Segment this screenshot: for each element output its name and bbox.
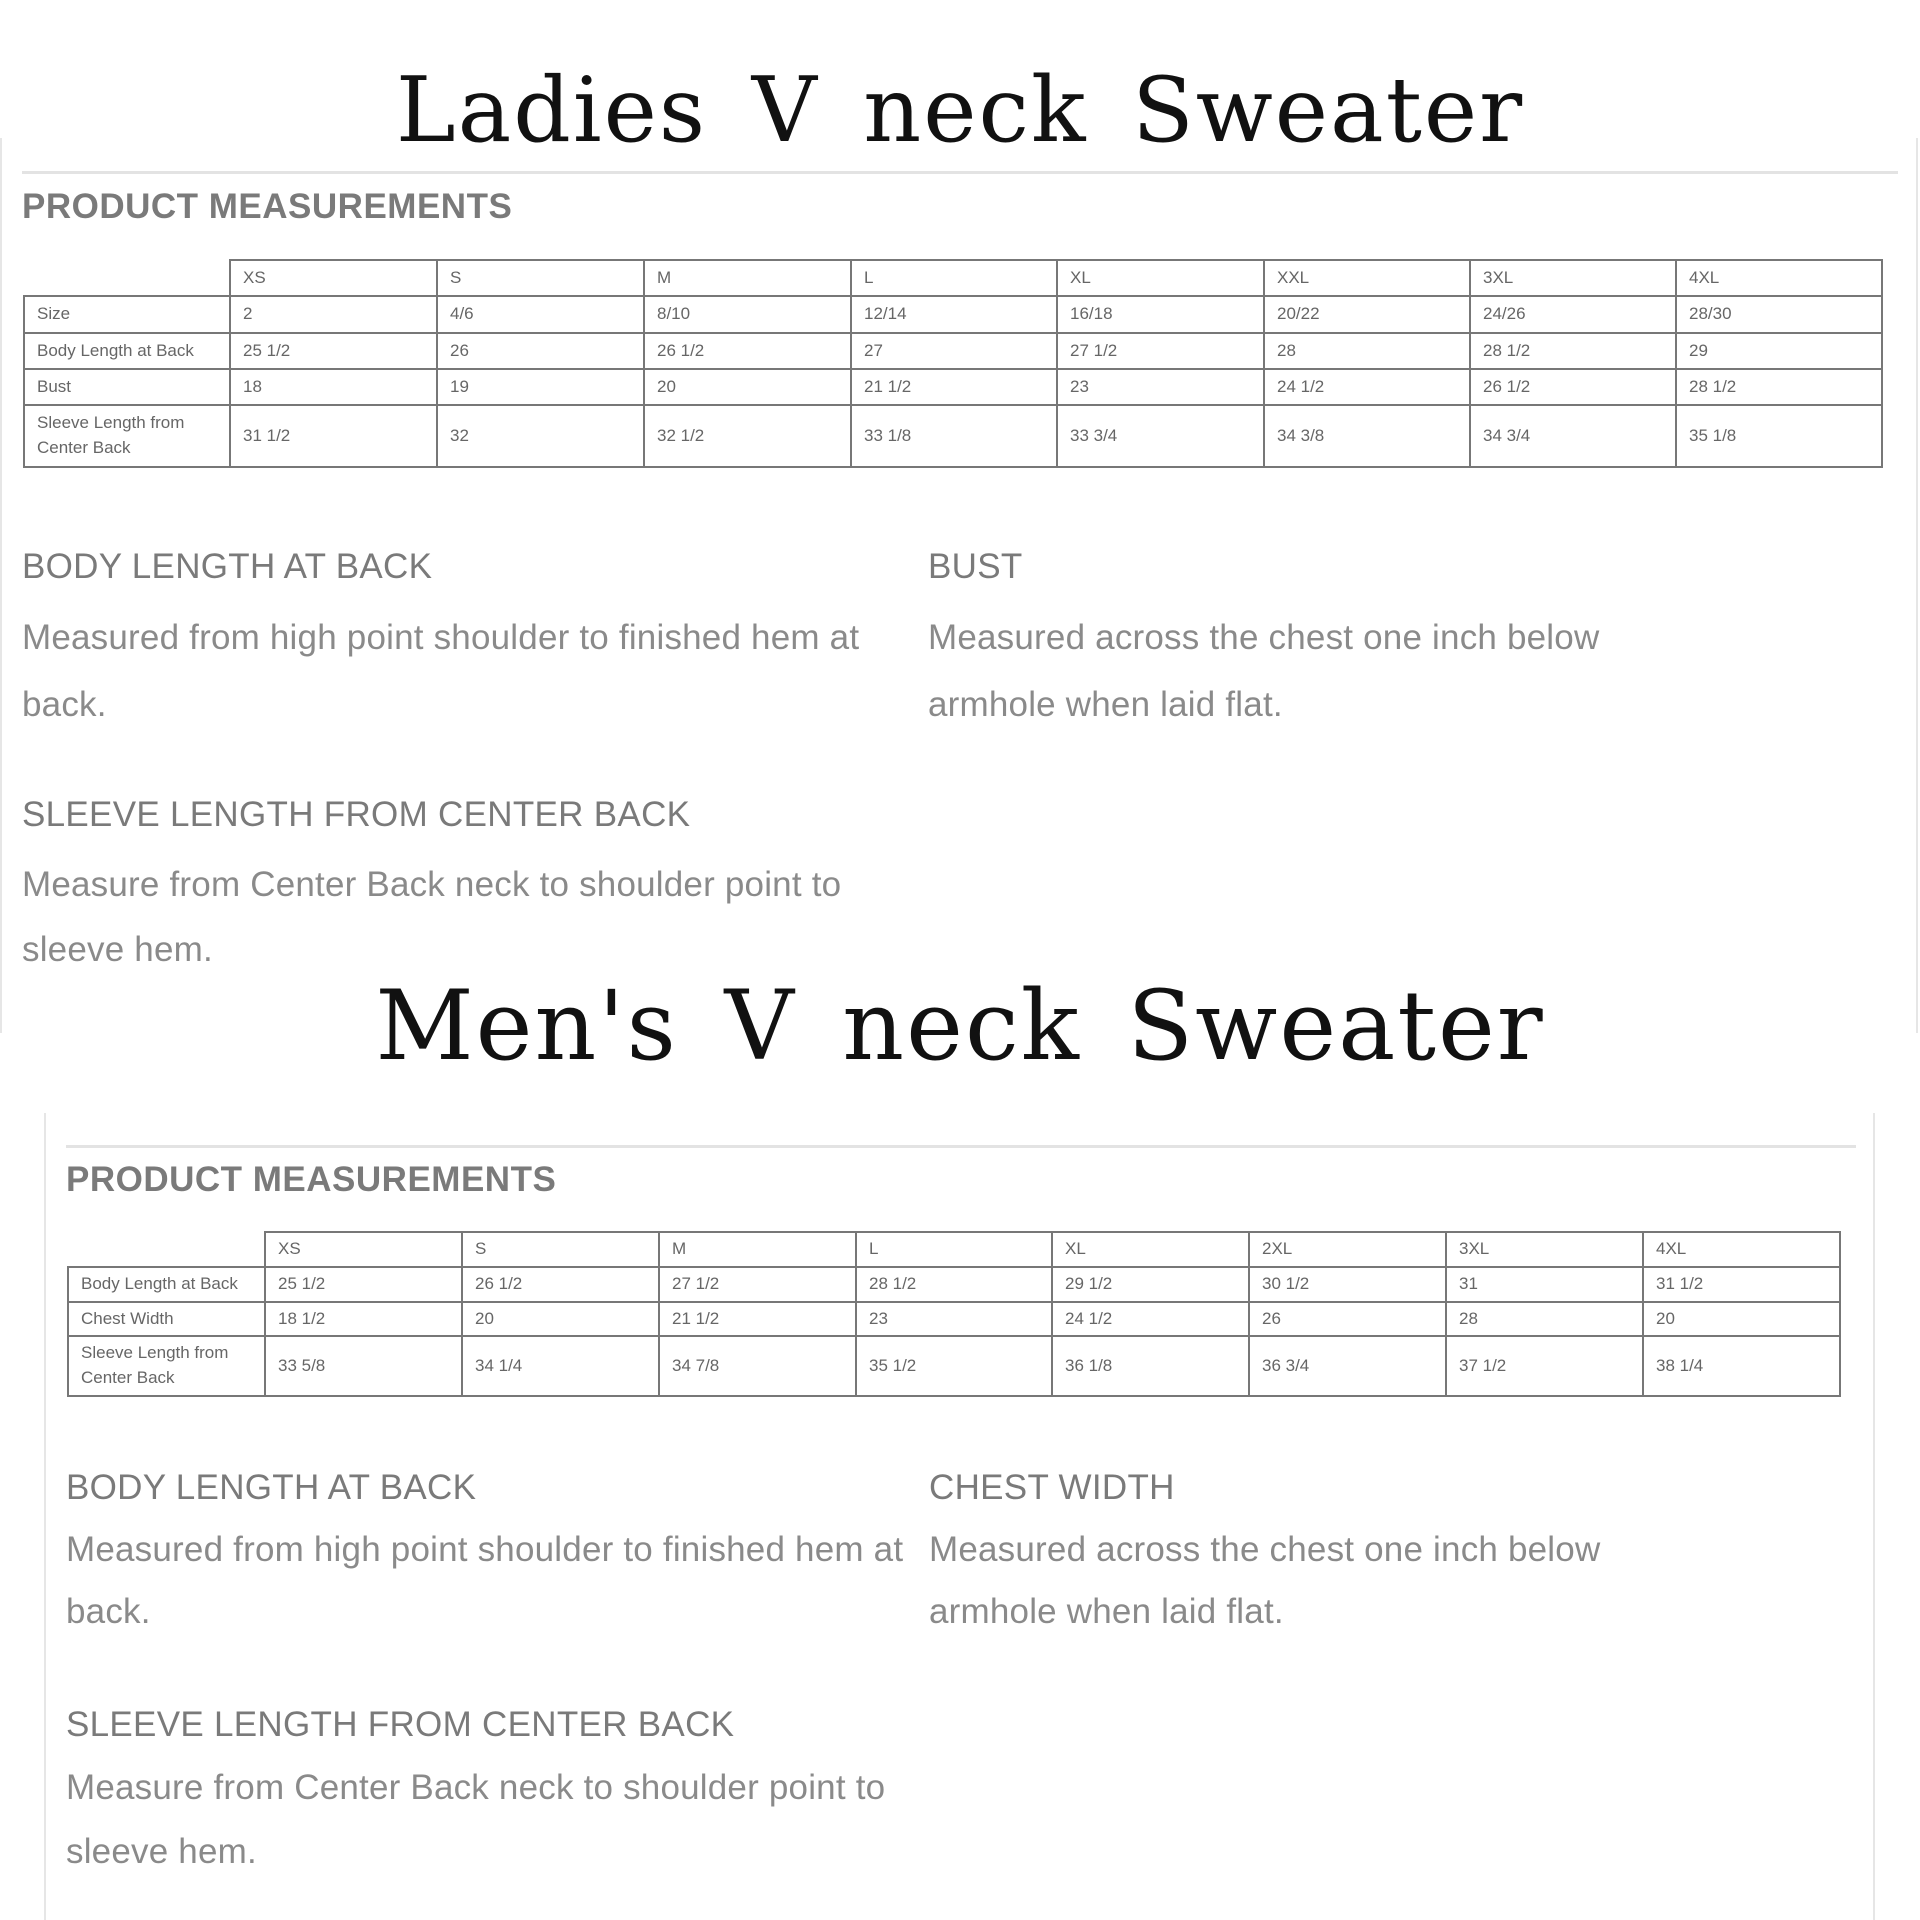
table-cell: 4/6 bbox=[437, 296, 644, 333]
table-cell: 33 1/8 bbox=[851, 405, 1057, 467]
description-text: Measured from high point shoulder to finished hem at back. bbox=[66, 1530, 904, 1631]
table-cell: 2 bbox=[230, 296, 437, 333]
column-header: XS bbox=[230, 260, 437, 296]
table-cell: 19 bbox=[437, 369, 644, 405]
table-cell: 34 7/8 bbox=[659, 1336, 856, 1396]
description-title: BODY LENGTH AT BACK bbox=[66, 1468, 477, 1507]
row-label: Body Length at Back bbox=[24, 333, 230, 369]
row-label: Size bbox=[24, 296, 230, 333]
right-border bbox=[1916, 138, 1918, 1033]
table-cell: 18 1/2 bbox=[265, 1302, 462, 1336]
table-cell: 32 bbox=[437, 405, 644, 467]
column-header: XXL bbox=[1264, 260, 1470, 296]
row-label: Body Length at Back bbox=[68, 1267, 265, 1302]
table-cell: 28 1/2 bbox=[1676, 369, 1882, 405]
chest-width-description bbox=[929, 1470, 1689, 1643]
description-text: Measured across the chest one inch below armhole when laid flat. bbox=[929, 1530, 1601, 1631]
description-text: Measured across the chest one inch below armhole when laid flat. bbox=[928, 618, 1600, 724]
table-cell: 23 bbox=[1057, 369, 1264, 405]
table-cell: 31 1/2 bbox=[1643, 1267, 1840, 1302]
column-header: S bbox=[437, 260, 644, 296]
table-cell: 31 1/2 bbox=[230, 405, 437, 467]
ladies-measurement-table bbox=[23, 259, 1883, 468]
column-header: 2XL bbox=[1249, 1232, 1446, 1267]
table-cell: 21 1/2 bbox=[659, 1302, 856, 1336]
table-cell: 26 1/2 bbox=[462, 1267, 659, 1302]
column-header: XL bbox=[1052, 1232, 1249, 1267]
table-cell: 24 1/2 bbox=[1264, 369, 1470, 405]
table-cell: 26 bbox=[437, 333, 644, 369]
table-cell: 35 1/2 bbox=[856, 1336, 1052, 1396]
title-divider bbox=[66, 1145, 1856, 1148]
column-header: XS bbox=[265, 1232, 462, 1267]
table-cell: 12/14 bbox=[851, 296, 1057, 333]
table-cell: 33 5/8 bbox=[265, 1336, 462, 1396]
table-cell: 8/10 bbox=[644, 296, 851, 333]
table-cell: 34 1/4 bbox=[462, 1336, 659, 1396]
ladies-product-measurements-heading: PRODUCT MEASUREMENTS bbox=[22, 187, 513, 226]
table-row bbox=[24, 296, 1882, 333]
table-row bbox=[24, 369, 1882, 405]
table-row bbox=[68, 1302, 1840, 1336]
table-row bbox=[24, 405, 1882, 467]
table-cell: 29 bbox=[1676, 333, 1882, 369]
sleeve-length-description bbox=[66, 1707, 946, 1884]
table-cell: 18 bbox=[230, 369, 437, 405]
table-cell: 20 bbox=[1643, 1302, 1840, 1336]
sleeve-length-description bbox=[22, 797, 902, 982]
table-cell: 29 1/2 bbox=[1052, 1267, 1249, 1302]
row-label: Sleeve Length from Center Back bbox=[24, 405, 230, 467]
left-border bbox=[0, 138, 2, 1033]
column-header: M bbox=[659, 1232, 856, 1267]
ladies-title: Ladies V neck Sweater bbox=[395, 58, 1525, 163]
column-header: 4XL bbox=[1676, 260, 1882, 296]
table-cell: 24/26 bbox=[1470, 296, 1676, 333]
body-length-description bbox=[22, 549, 902, 738]
description-title: SLEEVE LENGTH FROM CENTER BACK bbox=[22, 795, 691, 834]
table-cell: 27 1/2 bbox=[659, 1267, 856, 1302]
description-title: CHEST WIDTH bbox=[929, 1468, 1175, 1507]
table-cell: 28 1/2 bbox=[1470, 333, 1676, 369]
table-row bbox=[68, 1336, 1840, 1396]
table-cell: 25 1/2 bbox=[265, 1267, 462, 1302]
mens-title: Men's V neck Sweater bbox=[375, 970, 1545, 1082]
table-cell: 28 1/2 bbox=[856, 1267, 1052, 1302]
body-length-description bbox=[66, 1470, 946, 1643]
mens-section bbox=[0, 970, 1920, 1920]
table-cell: 36 1/8 bbox=[1052, 1336, 1249, 1396]
bust-description bbox=[928, 549, 1688, 738]
column-header: M bbox=[644, 260, 851, 296]
mens-measurement-table bbox=[67, 1231, 1841, 1397]
right-border bbox=[1873, 1113, 1875, 1920]
table-cell: 38 1/4 bbox=[1643, 1336, 1840, 1396]
table-corner-cell bbox=[68, 1232, 265, 1267]
description-text: Measured from high point shoulder to finished hem at back. bbox=[22, 618, 860, 724]
column-header: L bbox=[856, 1232, 1052, 1267]
table-cell: 20 bbox=[644, 369, 851, 405]
description-text: Measure from Center Back neck to shoulder point to sleeve hem. bbox=[22, 865, 842, 969]
description-title: BUST bbox=[928, 547, 1023, 586]
description-text: Measure from Center Back neck to shoulder point to sleeve hem. bbox=[66, 1768, 886, 1871]
table-cell: 20/22 bbox=[1264, 296, 1470, 333]
table-corner-cell bbox=[24, 260, 230, 296]
table-cell: 16/18 bbox=[1057, 296, 1264, 333]
table-cell: 26 1/2 bbox=[1470, 369, 1676, 405]
table-header-row bbox=[68, 1232, 1840, 1267]
mens-product-measurements-heading: PRODUCT MEASUREMENTS bbox=[66, 1160, 557, 1199]
title-divider bbox=[22, 171, 1898, 174]
table-cell: 36 3/4 bbox=[1249, 1336, 1446, 1396]
table-cell: 30 1/2 bbox=[1249, 1267, 1446, 1302]
table-cell: 32 1/2 bbox=[644, 405, 851, 467]
table-cell: 27 bbox=[851, 333, 1057, 369]
table-cell: 37 1/2 bbox=[1446, 1336, 1643, 1396]
table-row bbox=[68, 1267, 1840, 1302]
column-header: 3XL bbox=[1446, 1232, 1643, 1267]
table-cell: 27 1/2 bbox=[1057, 333, 1264, 369]
table-cell: 26 1/2 bbox=[644, 333, 851, 369]
table-cell: 21 1/2 bbox=[851, 369, 1057, 405]
table-cell: 23 bbox=[856, 1302, 1052, 1336]
table-cell: 25 1/2 bbox=[230, 333, 437, 369]
table-cell: 34 3/8 bbox=[1264, 405, 1470, 467]
column-header: 3XL bbox=[1470, 260, 1676, 296]
table-cell: 28 bbox=[1446, 1302, 1643, 1336]
table-cell: 28 bbox=[1264, 333, 1470, 369]
table-cell: 20 bbox=[462, 1302, 659, 1336]
row-label: Bust bbox=[24, 369, 230, 405]
table-cell: 33 3/4 bbox=[1057, 405, 1264, 467]
column-header: L bbox=[851, 260, 1057, 296]
table-cell: 31 bbox=[1446, 1267, 1643, 1302]
description-title: SLEEVE LENGTH FROM CENTER BACK bbox=[66, 1705, 735, 1744]
table-cell: 34 3/4 bbox=[1470, 405, 1676, 467]
row-label: Sleeve Length from Center Back bbox=[68, 1336, 265, 1396]
table-cell: 35 1/8 bbox=[1676, 405, 1882, 467]
column-header: S bbox=[462, 1232, 659, 1267]
table-cell: 24 1/2 bbox=[1052, 1302, 1249, 1336]
table-cell: 26 bbox=[1249, 1302, 1446, 1336]
row-label: Chest Width bbox=[68, 1302, 265, 1336]
column-header: 4XL bbox=[1643, 1232, 1840, 1267]
left-border bbox=[44, 1113, 46, 1920]
table-cell: 28/30 bbox=[1676, 296, 1882, 333]
column-header: XL bbox=[1057, 260, 1264, 296]
description-title: BODY LENGTH AT BACK bbox=[22, 547, 433, 586]
table-row bbox=[24, 333, 1882, 369]
table-header-row bbox=[24, 260, 1882, 296]
